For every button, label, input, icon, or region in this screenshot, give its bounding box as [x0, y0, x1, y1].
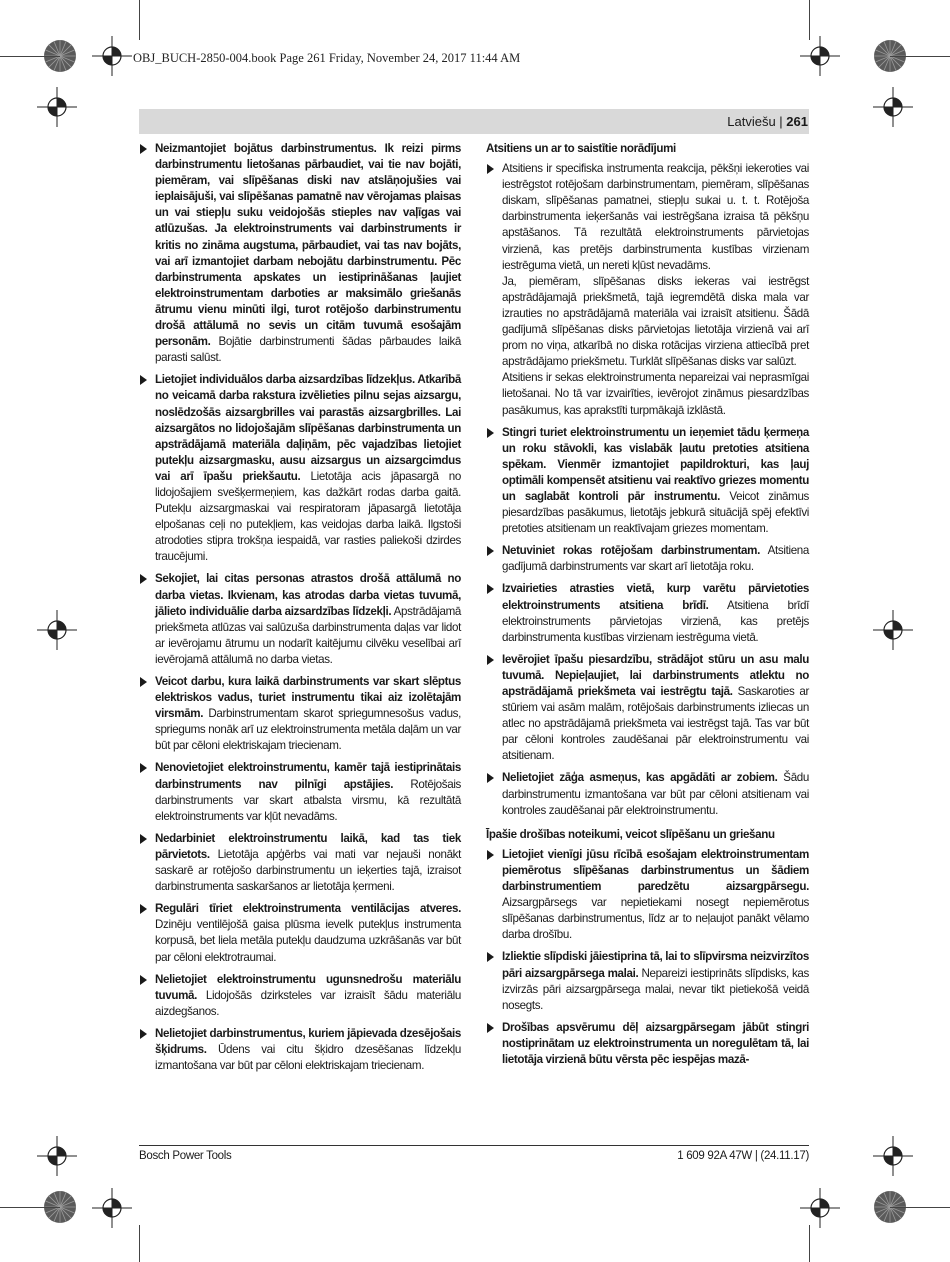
item-text: Lietotāja apģērbs vai mati var nejauši nonākt saskarē ar rotējošo darbinstrumentu un ieķerties tajā, izraisot darbinstrumenta saskaršanos ar lietotāja ķermeni.: [155, 847, 461, 894]
bullet-arrow-icon: [140, 904, 147, 914]
item-text: Lidojošās dzirksteles var izraisīt šādu materiālu aizdegšanos.: [155, 988, 461, 1018]
bullet-arrow-icon: [487, 428, 494, 438]
registration-mark-right-upper: [873, 87, 913, 127]
item-text: Apstrādājamā priekšmeta atlūzas vai salūzuša darbinstrumenta daļas var lidot ar ievērojamu ātrumu un nodarīt kaitējumu cilvēku veselībai arī ievērojamā attālumā no darba vietas.: [155, 604, 461, 666]
section-heading-kickback: Atsitiens un ar to saistītie norādījumi: [486, 142, 676, 155]
bullet-arrow-icon: [487, 952, 494, 962]
safety-item: [139, 831, 461, 895]
safety-item: [486, 543, 809, 575]
crop-line-bottom-left-h: [0, 1207, 60, 1208]
bullet-arrow-icon: [487, 1023, 494, 1033]
item-text: Nepareizi iestiprināts slīpdisks, kas izvirzās pāri aizsargpārsega malai, nevar tikt pietiekošā veidā nosegts.: [502, 966, 809, 1012]
safety-item: [486, 652, 809, 765]
left-column: [139, 141, 461, 1080]
bullet-arrow-icon: [487, 546, 494, 556]
footer-brand: Bosch Power Tools: [139, 1150, 232, 1162]
safety-item: [139, 372, 461, 565]
print-slug: OBJ_BUCH-2850-004.book Page 261 Friday, November 24, 2017 11:44 AM: [133, 51, 521, 65]
item-bold-text: Nedarbiniet elektroinstrumentu laikā, kad tas tiek pārvietots.: [155, 831, 461, 861]
header-bar: [139, 109, 809, 134]
registration-mark-right-lower: [873, 1136, 913, 1176]
bullet-arrow-icon: [487, 850, 494, 860]
bullet-arrow-icon: [140, 677, 147, 687]
crop-line-top-right-h: [890, 56, 950, 57]
item-bold-text: Sekojiet, lai citas personas atrastos drošā attālumā no darba vietas. Ikvienam, kas atrodas darba vietas tuvumā, jālieto individuālie darba aizsardzības līdzekļi.: [155, 572, 461, 618]
bullet-arrow-icon: [140, 763, 147, 773]
item-text: Atsitiena brīdī elektroinstruments pārvietojas virzienā, kas pretējs darbinstrumenta kustības virzienam iestrēguma vietā.: [502, 598, 809, 644]
safety-item: [486, 770, 809, 818]
item-bold-text: Nenovietojiet elektroinstrumentu, kamēr tajā iestiprinātais darbinstruments nav pilnīgi apstājies.: [155, 761, 461, 791]
bullet-arrow-icon: [140, 144, 147, 154]
safety-item: [486, 581, 809, 645]
bullet-arrow-icon: [487, 164, 494, 174]
bullet-arrow-icon: [140, 834, 147, 844]
safety-item: [139, 674, 461, 754]
bullet-arrow-icon: [140, 1029, 147, 1039]
registration-mark-left-upper: [37, 87, 77, 127]
safety-item: [139, 141, 461, 366]
header-language: Latviešu: [727, 114, 776, 129]
section-heading-grinding: Īpašie drošības noteikumi, veicot slīpēšanu un griešanu: [486, 827, 775, 841]
crop-line-bottom-right-v: [809, 1225, 810, 1262]
intro-paragraph: Atsitiens ir specifiska instrumenta reakcija, pēkšņi iekeroties vai iestrēgstot rotējošam darbinstrumentam, piemēram, slīpēšanas diskam, slīpēšanas pamatnei, stiepļu sukai u. t. t. Rotējoša darbinstrumenta ieķeršanās vai iestrēgšana izraisa tā pēkšņu apstāšanos. Tā rezultātā elektroinstruments pārvietojas virzienā, kas pretējs darbinstrumenta kustības virzienam iestrēguma vietā, un nereti kļūst nevadāms.: [502, 162, 809, 272]
footer-doc-number: 1 609 92A 47W | (24.11.17): [677, 1150, 809, 1162]
safety-item: [139, 901, 461, 965]
safety-item: [486, 847, 809, 944]
item-bold-text: Nelietojiet darbinstrumentus, kuriem jāpievada dzesējošais šķidrums.: [155, 1026, 461, 1056]
item-text: Aizsargpārsegs var nepietiekami nosegt nepiemērotus slīpēšanas darbinstrumentus, līdz ar to neļaujot panākt vēlamo darba drošību.: [502, 896, 809, 942]
safety-item: [139, 571, 461, 668]
registration-mark-bottom-left: [92, 1188, 132, 1228]
item-bold-text: Stingri turiet elektroinstrumentu un ieņemiet tādu ķermeņa un roku stāvokli, kas vislabāk ļautu pretoties atsitiena spēkam. Vienmēr izmantojiet papildrokturi, kas ļauj optimāli kompensēt atsitienu vai reaktīvo griezes momentu un saglabāt kontroli pār instrumentu.: [502, 425, 809, 503]
kickback-intro: [486, 161, 809, 419]
bullet-arrow-icon: [487, 773, 494, 783]
item-text: Dzinēju ventilējošā gaisa plūsma ievelk putekļus instrumenta korpusā, bet liela metāla putekļu daudzuma uzkrāšanās var būt par cēloni elektrotraumai.: [155, 918, 461, 964]
item-bold-text: Drošības apsvērumu dēļ aizsargpārsegam jābūt stingri nostiprinātam uz elektroinstrumenta un noregulētam tā, lai lietotāja virzienā būtu vērsta pēc iespējas mazā-: [502, 1020, 809, 1066]
bullet-arrow-icon: [140, 574, 147, 584]
right-column: [486, 141, 809, 1074]
item-bold-text: Nelietojiet elektroinstrumentu ugunsnedrošu materiālu tuvumā.: [155, 972, 461, 1002]
item-text: Saskaroties ar stūriem vai asām malām, rotējošais darbinstruments izliecas un atlec no apstrādājamā priekšmeta vai iestrēgst tajā. Tas var būt par cēloni kontroles zaudēšanai pār elektroinstrumentu vai atsitienam.: [502, 685, 810, 763]
item-text: Atsitiena gadījumā darbinstruments var skart arī lietotāja roku.: [502, 544, 809, 574]
item-bold-text: Lietojiet vienīgi jūsu rīcībā esošajam elektroinstrumentam piemērotus slīpēšanas darbinstrumentus un šādiem darbinstrumentiem paredzētu aizsargpārsegu.: [502, 847, 809, 894]
registration-mark-left-middle: [37, 610, 77, 650]
safety-item: [139, 972, 461, 1020]
item-text: Rotējošais darbinstruments var skart atbalsta virsmu, kā rezultātā elektroinstruments var kļūt nevadāms.: [155, 777, 461, 823]
intro-paragraph: Ja, piemēram, slīpēšanas disks iekeras vai iestrēgst apstrādājamajā priekšmetā, tajā iegremdētā diska mala var izrauties no apstrādājamā materiāla vai izraisīt atsitienu. Šādā gadījumā slīpēšanas disks pārvietojas lietotāja virzienā vai arī prom no viņa, atkarībā no diska rotācijas virziena attiecībā pret apstrādājamo priekšmetu. Turklāt slīpēšanas disks var salūzt.: [502, 274, 809, 369]
item-bold-text: Netuviniet rokas rotējošam darbinstrumentam.: [502, 544, 760, 558]
safety-item: [139, 760, 461, 824]
registration-mark-top-left: [92, 36, 132, 76]
item-bold-text: Ievērojiet īpašu piesardzību, strādājot stūru un asu malu tuvumā. Nepieļaujiet, lai darbinstruments atlektu no apstrādājamā priekšmeta vai iestrēgtu tajā.: [502, 652, 809, 698]
item-bold-text: Veicot darbu, kura laikā darbinstruments var skart slēptus elektriskos vadus, turiet instrumentu tikai aiz izolētajām virsmām.: [155, 675, 461, 721]
bullet-arrow-icon: [140, 975, 147, 985]
item-text: Veicot zināmus piesardzības pasākumus, lietotājs jebkurā situācijā spēj efektīvi pretoties atsitienam un reaktīvajam griezes momentam.: [502, 489, 809, 536]
registration-mark-left-lower: [37, 1136, 77, 1176]
safety-item: [486, 949, 809, 1013]
crop-line-top-right-v: [809, 0, 810, 40]
item-text: Darbinstrumentam skarot spriegumnesošus vadus, spriegums nonāk arī uz elektroinstrumenta metāla daļām un var būt par cēloni elektriskajam triecienam.: [155, 707, 462, 753]
item-bold-text: Lietojiet individuālos darba aizsardzības līdzekļus. Atkarībā no veicamā darba rakstura izvēlieties pilnu sejas aizsargu, noslēdzošās aizsargbrilles vai parastās aizsargbrilles. Lai aizsargātos no lidojošajām slīpēšanas darbinstrumenta un apstrādājamā materiāla daļiņām, pēc vajadzības lietojiet putekļu aizsargmasku, ausu aizsargus un aizsargcimdus vai arī īpašu priekšautu.: [155, 373, 461, 483]
page-number: 261: [786, 114, 808, 129]
item-bold-text: Izliektie slīpdiski jāiestiprina tā, lai to slīpvirsma neizvirzītos pāri aizsargpārsega malai.: [502, 950, 809, 980]
safety-item: [486, 1020, 809, 1068]
crop-line-top-left-h: [0, 56, 60, 57]
bullet-arrow-icon: [487, 655, 494, 665]
item-bold-text: Nelietojiet zāģa asmeņus, kas apgādāti ar zobiem.: [502, 771, 778, 785]
crop-line-bottom-right-h: [890, 1207, 950, 1208]
bullet-arrow-icon: [487, 584, 494, 594]
item-text: Lietotāja acis jāpasargā no lidojošajiem svešķermeņiem, kas dažkārt rodas darba gaitā. Putekļu aizsargmaskai vai respiratoram jāpasargā lietotāja elpošanas ceļi no putekļiem, kas veidojas darba laikā. Ilgstoši atrodoties stipra trokšņa iespaidā, var rasties paliekoši dzirdes traucējumi.: [155, 469, 461, 564]
bullet-arrow-icon: [140, 375, 147, 385]
crop-line-bottom-left-v: [139, 1225, 140, 1262]
item-bold-text: Regulāri tīriet elektroinstrumenta ventilācijas atveres.: [155, 902, 461, 916]
item-text: Ūdens vai citu šķidro dzesēšanas līdzekļu izmantošana var būt par cēloni elektriskajam triecienam.: [155, 1042, 461, 1073]
footer-rule: [139, 1145, 809, 1146]
item-bold-text: Neizmantojiet bojātus darbinstrumentus. Ik reizi pirms darbinstrumentu lietošanas pārbaudiet, vai tie nav bojāti, piemēram, vai slīpēšanas diski nav atslāņojušies vai ieplaisājuši, vai slīpēšanas pamatnē nav vērojamas plaisas un vai stiepļu suku veidojošās stieples nav vaļīgas vai atlūzušas. Ja elektroinstruments vai darbinstruments ir kritis no zināma augstuma, pārbaudiet, vai tas nav bojāts, vai arī izmantojiet darbam nebojātu darbinstrumentu. Pēc darbinstrumenta apskates un iestiprināšanas ļaujiet elektroinstrumentam darboties ar maksimālo griešanās ātrumu vienu minūti ilgi, turot rotējošo darbinstrumentu drošā attālumā no sevis un citām tuvumā esošajām personām.: [155, 142, 461, 349]
header-separator: |: [775, 114, 787, 129]
item-text: Bojātie darbinstrumenti šādas pārbaudes laikā parasti salūst.: [155, 335, 461, 365]
crop-line-top-left-v: [139, 0, 140, 40]
item-text: Šādu darbinstrumentu izmantošana var būt par cēloni atsitienam vai kontroles zaudēšanai pār elektroinstrumentu.: [502, 771, 809, 817]
registration-mark-right-middle: [873, 610, 913, 650]
registration-mark-top-right: [800, 36, 840, 76]
intro-paragraph: Atsitiens ir sekas elektroinstrumenta nepareizai vai neprasmīgai lietošanai. No tā var izvairīties, ievērojot zināmus piesardzības pasākumus, kas aprakstīti turpmākajā izklāstā.: [502, 371, 809, 417]
running-header: [727, 114, 808, 129]
item-bold-text: Izvairieties atrasties vietā, kurp varētu pārvietoties elektroinstruments atsitiena brīdī.: [502, 582, 809, 612]
safety-item: [139, 1026, 461, 1074]
registration-mark-bottom-right: [800, 1188, 840, 1228]
safety-item: [486, 425, 809, 538]
